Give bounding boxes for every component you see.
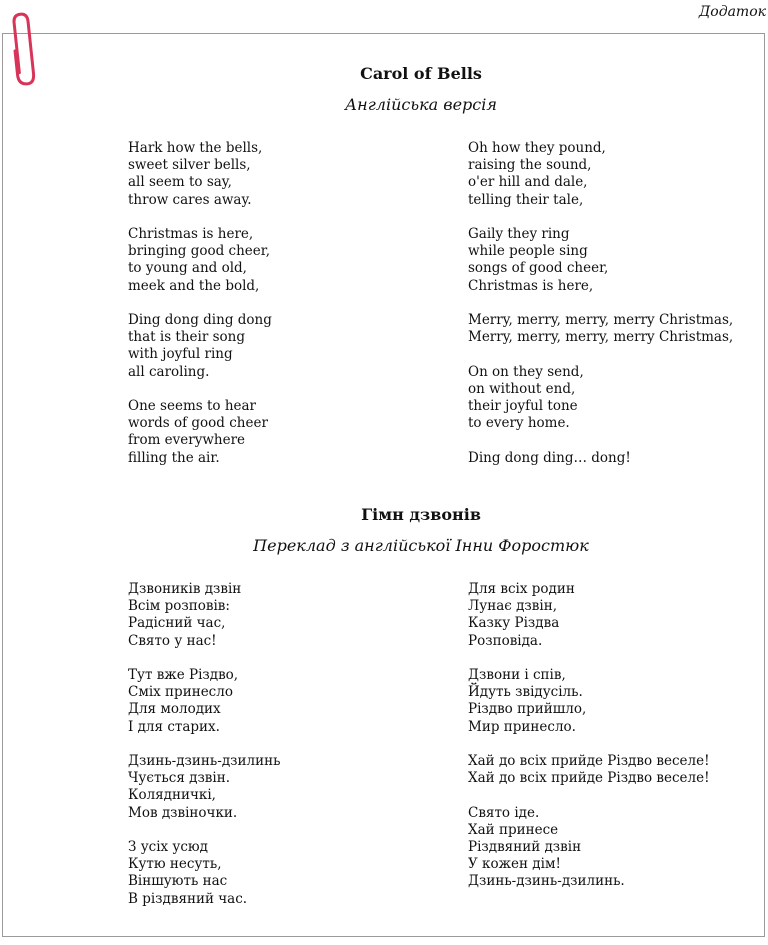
verse-line: Merry, merry, merry, merry Christmas, (468, 312, 734, 328)
verse-line: Чується дзвін. (128, 770, 231, 787)
verse-line: Радісний час, (128, 615, 226, 632)
stanza (468, 226, 733, 295)
verse-line: that is their song (128, 329, 245, 346)
verse-line: to young and old, (128, 260, 247, 277)
verse-line: Hark how the bells, (128, 140, 263, 156)
verse-line: І для старих. (128, 718, 220, 735)
english-left-column (128, 140, 272, 484)
stanza (468, 364, 733, 433)
verse-line: raising the sound, (468, 157, 592, 174)
verse-line: Хай до всіх прийде Різдво веселе! (468, 770, 710, 787)
verse-line: Christmas is here, (468, 277, 594, 294)
stanza (128, 226, 272, 295)
verse-line: Мов дзвіночки. (128, 804, 238, 821)
stanza (468, 312, 733, 346)
verse-line: on without end, (468, 380, 576, 397)
verse-line: Дзвони і спів, (468, 667, 566, 683)
verse-line: o'er hill and dale, (468, 174, 588, 191)
verse-line: З усіх усюд (128, 839, 208, 855)
verse-line: with joyful ring (128, 346, 233, 363)
verse-line: One seems to hear (128, 398, 256, 414)
verse-line: songs of good cheer, (468, 260, 609, 277)
stanza (128, 398, 272, 467)
verse-line: Колядничкі, (128, 787, 216, 804)
stanza (468, 667, 710, 736)
stanza (128, 753, 280, 822)
verse-line: all seem to say, (128, 174, 232, 191)
verse-line: from everywhere (128, 432, 246, 449)
verse-line: On on they send, (468, 363, 584, 380)
stanza (128, 312, 272, 381)
verse-line: Хай до всіх прийде Різдво веселе! (468, 753, 710, 769)
ukrainian-left-column (128, 581, 280, 925)
verse-line: meek and the bold, (128, 277, 260, 294)
ukrainian-subtitle: Переклад з англійської Інни Форостюк (253, 536, 589, 555)
english-right-column (468, 140, 733, 484)
stanza (128, 140, 272, 209)
verse-line: Віншують нас (128, 873, 228, 890)
verse-line: bringing good cheer, (128, 243, 271, 260)
verse-line: their joyful tone (468, 398, 578, 414)
stanza (468, 805, 710, 891)
verse-line: Для молодих (128, 701, 221, 718)
verse-line: В різдвяний час. (128, 890, 248, 907)
stanza (128, 667, 280, 736)
verse-line: Ding dong ding dong (128, 312, 272, 328)
verse-line: Казку Різдва (468, 615, 560, 632)
verse-line: Ding dong ding… dong! (468, 449, 631, 466)
verse-line: telling their tale, (468, 191, 584, 208)
ukrainian-right-column (468, 581, 710, 908)
stanza (128, 839, 280, 908)
verse-line: Свято іде. (468, 804, 540, 821)
english-subtitle: Англійська версія (345, 95, 497, 114)
verse-line: Різдво прийшло, (468, 701, 587, 718)
verse-line: Gaily they ring (468, 226, 570, 242)
verse-line: Дзинь-дзинь-дзилинь. (468, 873, 625, 890)
verse-line: to every home. (468, 415, 570, 432)
verse-line: words of good cheer (128, 415, 268, 432)
verse-line: Лунає дзвін, (468, 598, 557, 615)
verse-line: Christmas is here, (128, 226, 254, 242)
ukrainian-title: Гімн дзвонів (361, 505, 481, 524)
verse-line: У кожен дім! (468, 856, 561, 873)
verse-line: Сміх принесло (128, 684, 233, 701)
verse-line: throw cares away. (128, 191, 252, 208)
stanza (128, 581, 280, 650)
verse-line: Хай принесе (468, 821, 559, 838)
verse-line: Різдвяний дзвін (468, 839, 582, 855)
verse-line: Всім розповів: (128, 598, 230, 615)
verse-line: Oh how they pound, (468, 140, 606, 156)
english-title: Carol of Bells (360, 64, 482, 83)
verse-line: Для всіх родин (468, 581, 575, 597)
verse-line: Дзвоників дзвін (128, 581, 242, 597)
verse-line: Merry, merry, merry, merry Christmas, (468, 329, 734, 346)
stanza (468, 581, 710, 650)
verse-line: while people sing (468, 243, 588, 260)
stanza (468, 753, 710, 787)
verse-line: Свято у нас! (128, 632, 217, 649)
verse-line: Розповіда. (468, 632, 543, 649)
verse-line: filling the air. (128, 449, 220, 466)
stanza (468, 140, 733, 209)
verse-line: Кутю несуть, (128, 856, 222, 873)
verse-line: Тут вже Різдво, (128, 667, 239, 683)
verse-line: Йдуть звідусіль. (468, 684, 583, 701)
verse-line: Мир принесло. (468, 718, 576, 735)
appendix-label: Додаток (698, 4, 766, 20)
verse-line: all caroling. (128, 363, 210, 380)
verse-line: Дзинь-дзинь-дзилинь (128, 753, 281, 769)
verse-line: sweet silver bells, (128, 157, 251, 174)
stanza (468, 450, 733, 467)
